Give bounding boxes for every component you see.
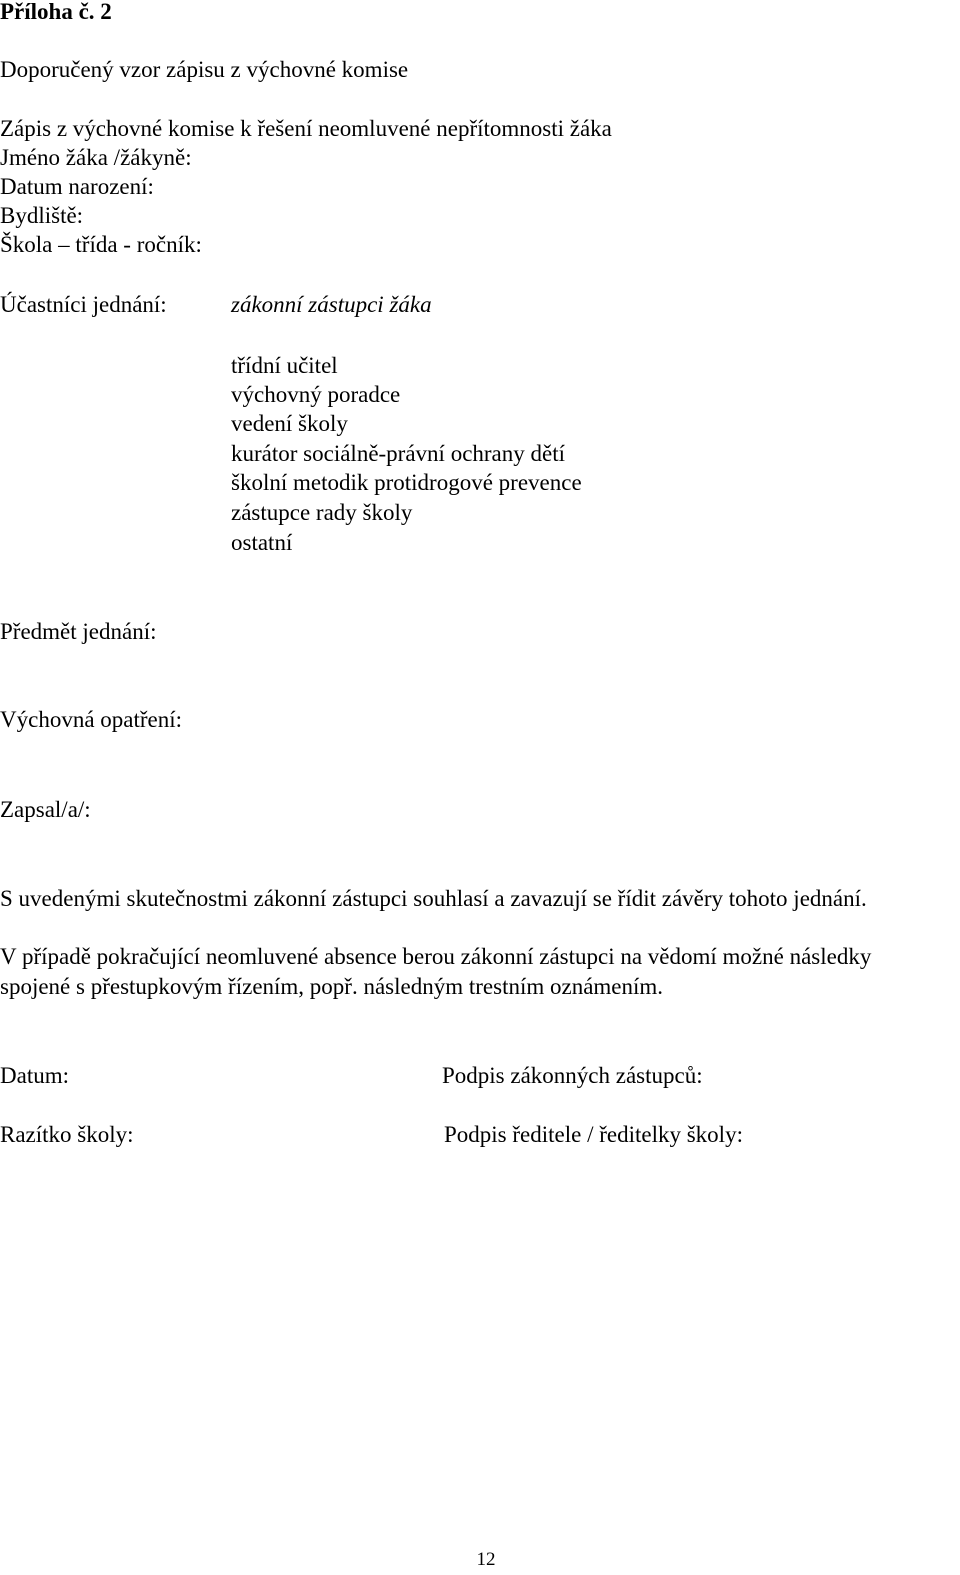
participant-legal-guardians: zákonní zástupci žáka <box>231 292 432 317</box>
document-subtitle: Doporučený vzor zápisu z výchovné komise <box>0 57 409 82</box>
agreement-statement: S uvedenými skutečnostmi zákonní zástupci souhlasí a zavazují se řídit závěry tohoto jednání. <box>0 886 867 911</box>
date-label: Datum: <box>0 1063 69 1088</box>
school-stamp-label: Razítko školy: <box>0 1122 134 1147</box>
participant-item: vedení školy <box>231 411 348 436</box>
school-class-label: Škola – třída - ročník: <box>0 232 202 257</box>
participant-item: ostatní <box>231 530 293 555</box>
warning-statement-line-2: spojené s přestupkovým řízením, popř. následným trestním oznámením. <box>0 974 664 999</box>
record-title: Zápis z výchovné komise k řešení neomluvené nepřítomnosti žáka <box>0 116 612 141</box>
participant-item: kurátor sociálně-právní ochrany dětí <box>231 441 566 466</box>
recorded-by-label: Zapsal/a/: <box>0 797 91 822</box>
participants-label: Účastníci jednání: <box>0 292 167 317</box>
measures-label: Výchovná opatření: <box>0 707 183 732</box>
page-number: 12 <box>476 1549 496 1570</box>
annex-label: Příloha č. 2 <box>0 0 112 24</box>
student-name-label: Jméno žáka /žákyně: <box>0 145 192 170</box>
director-signature-label: Podpis ředitele / ředitelky školy: <box>444 1122 743 1147</box>
warning-statement-line-1: V případě pokračující neomluvené absence berou zákonní zástupci na vědomí možné následky <box>0 944 872 969</box>
birth-date-label: Datum narození: <box>0 174 154 199</box>
residence-label: Bydliště: <box>0 203 84 228</box>
guardians-signature-label: Podpis zákonných zástupců: <box>442 1063 703 1088</box>
participant-item: výchovný poradce <box>231 382 401 407</box>
participant-item: školní metodik protidrogové prevence <box>231 470 582 495</box>
subject-label: Předmět jednání: <box>0 619 157 644</box>
participant-item: zástupce rady školy <box>231 500 413 525</box>
participant-item: třídní učitel <box>231 353 338 378</box>
